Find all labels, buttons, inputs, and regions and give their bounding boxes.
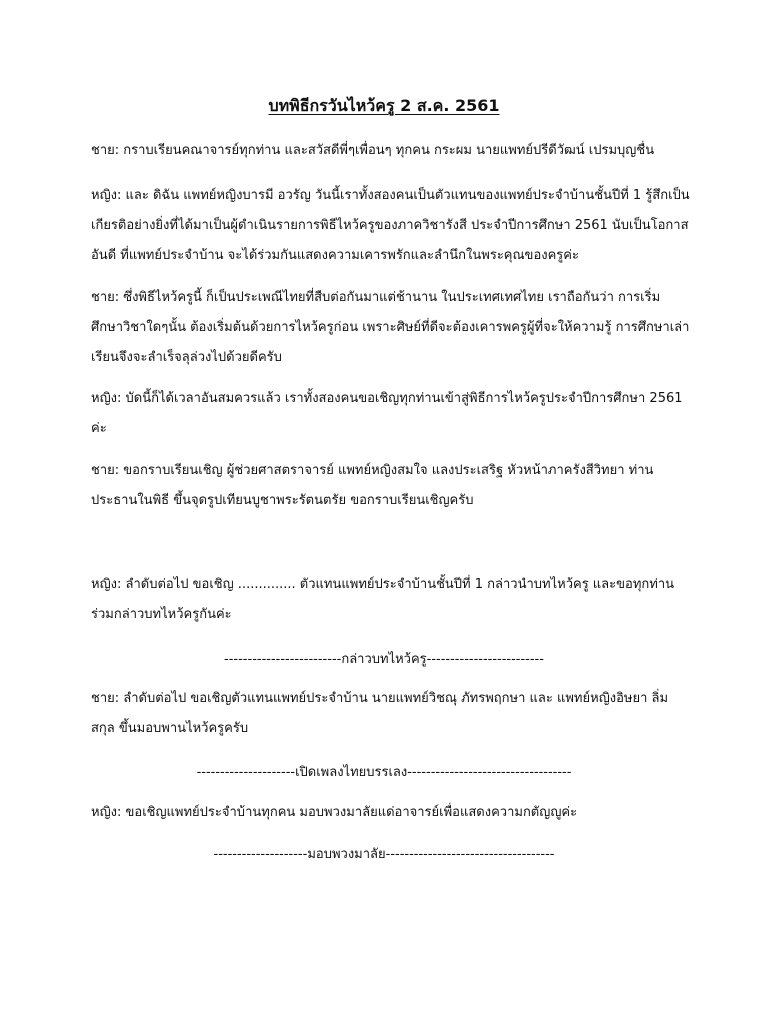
document-title: บทพิธีกรวันไหว้ครู 2 ส.ค. 2561 — [268, 96, 500, 115]
paragraph-invitation-female: หญิง: บัดนี้ก็ได้เวลาอันสมควรแล้ว เราทั้งสองคนขอเชิญทุกท่านเข้าสู่พิธีการไหว้ครูประจำปีการศึกษา 2561 ค่ะ — [91, 391, 683, 436]
divider-garland: --------------------มอบพวงมาลัย------------------------------------ — [213, 847, 555, 862]
paragraph-opening-female: หญิง: และ ดิฉัน แพทย์หญิงบารมี อวรัญ วันนี้เราทั้งสองคนเป็นตัวแทนของแพทย์ประจำบ้านชั้นปีที่ 1 รู้สึกเป็นเกียรติอย่างยิ่งที่ได้มาเป็นผู้ดำเนินรายการพิธีไหว้ครูของภาควิชารังสี ประจำปีการศึกษา 2561 นับเป็นโอกาสอันดี ที่แพทย์ประจำบ้าน จะได้ร่วมกันแสดงความเคารพรักและลำนึกในพระคุณของครูค่ะ — [91, 188, 690, 263]
paragraph-opening-male: ชาย: กราบเรียนคณาจารย์ทุกท่าน และสวัสดีพี่ๆเพื่อนๆ ทุกคน กระผม นายแพทย์ปรีดีวัฒน์ เปรมบุญชื่น — [91, 143, 655, 158]
divider-music: ---------------------เปิดเพลงไทยบรรเลง----------------------------------- — [196, 765, 572, 780]
divider-recitation: -------------------------กล่าวบทไหว้ครู------------------------- — [224, 652, 544, 667]
paragraph-candle-male: ชาย: ขอกราบเรียนเชิญ ผู้ช่วยศาสตราจารย์ แพทย์หญิงสมใจ แลงประเสริฐ หัวหน้าภาครังสีวิทยา ท่านประธานในพิธี ขึ้นจุดรูปเทียนบูชาพระรัตนตรัย ขอกราบเรียนเชิญครับ — [91, 463, 654, 508]
paragraph-offering-male: ชาย: ลำดับต่อไป ขอเชิญตัวแทนแพทย์ประจำบ้าน นายแพทย์วิชณุ ภัทรพฤกษา และ แพทย์หญิงอิษยา ลิ่มสกุล ขึ้นมอบพานไหว้ครูครับ — [91, 691, 669, 736]
paragraph-tradition-male: ชาย: ซึ่งพิธีไหว้ครูนี้ ก็เป็นประเพณีไทยที่สืบต่อกันมาแต่ช้านาน ในประเทศเทศไทย เราถือกันว่า การเริ่มศึกษาวิชาใดๆนั้น ต้องเริ่มต้นด้วยการไหว้ครูก่อน เพราะศิษย์ที่ดีจะต้องเคารพครูผู้ที่จะให้ความรู้ การศึกษาเล่าเรียนจึงจะลำเร็จลุล่วงไปด้วยดีครับ — [91, 290, 690, 365]
paragraph-recitation-female: หญิง: ลำดับต่อไป ขอเชิญ .............. ตัวแทนแพทย์ประจำบ้านชั้นปีที่ 1 กล่าวนำบทไหว้ครู และขอทุกท่านร่วมกล่าวบทไหว้ครูกันค่ะ — [91, 577, 675, 622]
paragraph-garland-female: หญิง: ขอเชิญแพทย์ประจำบ้านทุกคน มอบพวงมาลัยแด่อาจารย์เพื่อแสดงความกตัญญูค่ะ — [91, 805, 578, 820]
